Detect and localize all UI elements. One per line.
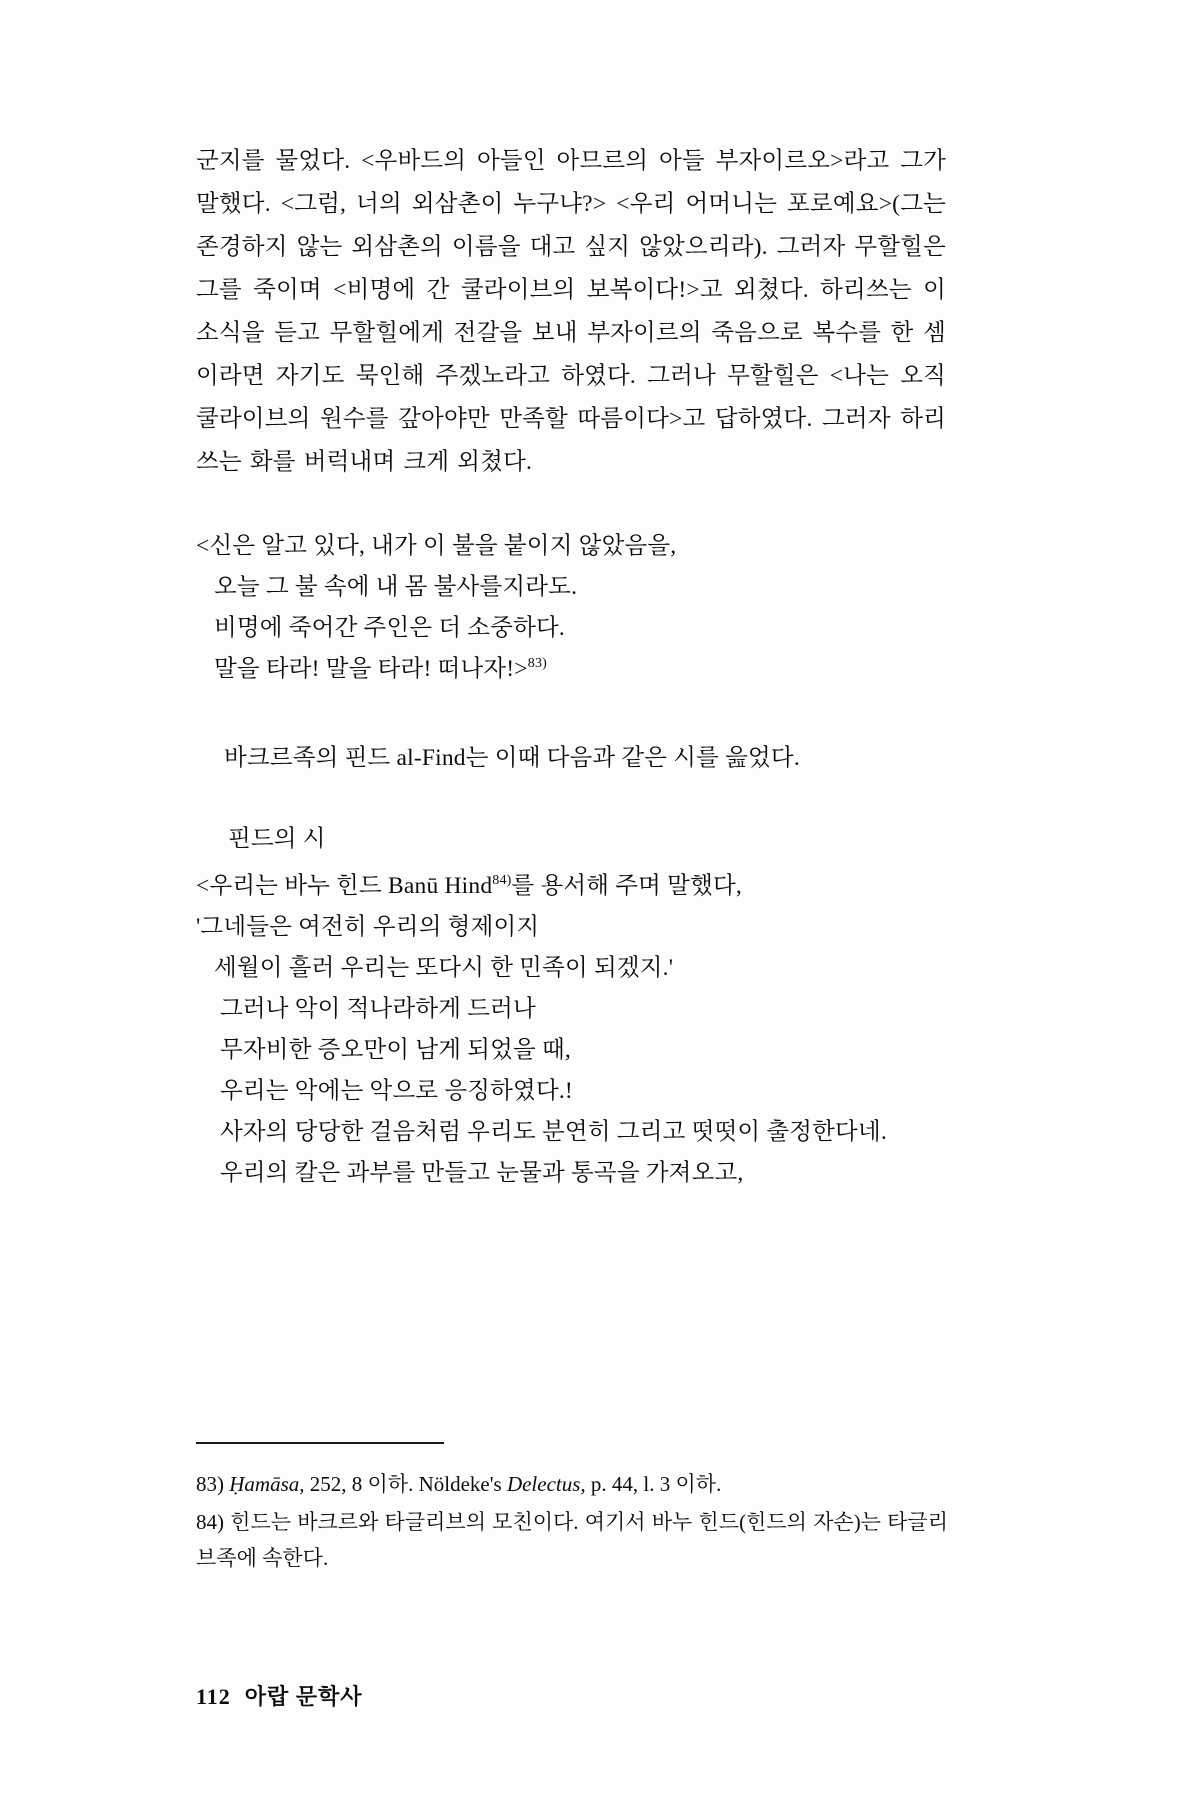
page-number: 112: [196, 1684, 231, 1709]
verse-line: [196, 1153, 946, 1194]
verse-text: 오늘 그 불 속에 내 몸 불사를지라도.: [214, 574, 578, 600]
verse-block-one: [196, 526, 946, 690]
verse-line: [196, 948, 946, 989]
verse-text-tail: 를 용서해 주며 말했다,: [511, 873, 742, 899]
footnote-text: 힌드는 바크르와 타글리브의 모친이다. 여기서 바누 힌드(힌드의 자손)는 타글리브족에 속한다.: [196, 1510, 949, 1570]
footnote-title-italic: Delectus,: [506, 1472, 586, 1496]
verse-text: 우리의 칼은 과부를 만들고 눈물과 통곡을 가져오고,: [220, 1160, 744, 1186]
verse-line: [196, 907, 946, 948]
verse-text: 세월이 흘러 우리는 또다시 한 민족이 되겠지.': [214, 955, 674, 981]
footnote-segment: p. 44, l. 3 이하.: [585, 1472, 722, 1496]
footnote-number: 84): [196, 1510, 224, 1534]
verse-line: [196, 989, 946, 1030]
verse-text: 말을 타라! 말을 타라! 떠나자!>: [214, 656, 528, 682]
verse-line: [196, 866, 946, 907]
spacer: [196, 690, 946, 738]
verse-text: 무자비한 증오만이 남게 되었을 때,: [220, 1037, 571, 1063]
verse-line: [196, 608, 946, 649]
footnote-list: [196, 1466, 948, 1578]
verse-text: <신은 알고 있다, 내가 이 불을 붙이지 않았음을,: [196, 533, 677, 559]
footnote-item: [196, 1504, 948, 1576]
verse-line: [196, 649, 946, 690]
verse-text: '그네들은 여전히 우리의 형제이지: [196, 914, 540, 940]
verse-text: 우리는 악에는 악으로 응징하였다.!: [220, 1078, 573, 1104]
verse-line: [196, 567, 946, 608]
verse-line: [196, 526, 946, 567]
spacer: [196, 779, 946, 819]
footnote-text: [229, 1472, 721, 1496]
verse-text: 그러나 악이 적나라하게 드러나: [220, 996, 536, 1022]
footnote-marker-84: 84): [492, 873, 512, 889]
verse-line: [196, 1071, 946, 1112]
verse-block-two: [196, 866, 946, 1194]
footnote-item: [196, 1466, 948, 1502]
footnote-separator: [196, 1442, 444, 1444]
poem-title: 핀드의 시: [228, 826, 326, 852]
main-paragraph: 군지를 물었다. <우바드의 아들인 아므르의 아들 부자이르오>라고 그가 말했다. <그럼, 너의 외삼촌이 누구냐?> <우리 어머니는 포로예요>(그는 존경하지 않는 외삼촌의 이름을 대고 싶지 않았으리라). 그러자 무할힐은 그를 죽이며 <비명에 간 쿨라이브의 보복이다!>고 외쳤다. 하리쓰는 이 소식을 듣고 무할힐에게 전갈을 보내 부자이르의 죽음으로 복수를 한 셈이라면 자기도 묵인해 주겠노라고 하였다. 그러나 무할힐은 <나는 오직 쿨라이브의 원수를 갚아야만 만족할 따름이다>고 답하였다. 그러자 하리쓰는 화를 버럭내며 크게 외쳤다.: [196, 148, 946, 475]
running-title: 아랍 문학사: [244, 1684, 363, 1709]
verse-text: 비명에 죽어간 주인은 더 소중하다.: [214, 615, 565, 641]
verse-line: [196, 1112, 946, 1153]
intro-line: 바크르족의 핀드 al-Find는 이때 다음과 같은 시를 읊었다.: [224, 745, 800, 771]
page-footer: [196, 1680, 363, 1711]
verse-line: [196, 1030, 946, 1071]
footnote-title-italic: Ḥamāsa,: [229, 1472, 305, 1496]
footnote-number: 83): [196, 1472, 224, 1496]
footnote-segment: 252, 8 이하. Nöldeke's: [304, 1472, 507, 1496]
footnote-marker-83: 83): [527, 656, 548, 672]
page-content: [196, 140, 946, 1194]
verse-text: <우리는 바누 힌드 Banū Hind: [196, 873, 493, 899]
verse-text: 사자의 당당한 걸음처럼 우리도 분연히 그리고 떳떳이 출정한다네.: [220, 1119, 887, 1145]
